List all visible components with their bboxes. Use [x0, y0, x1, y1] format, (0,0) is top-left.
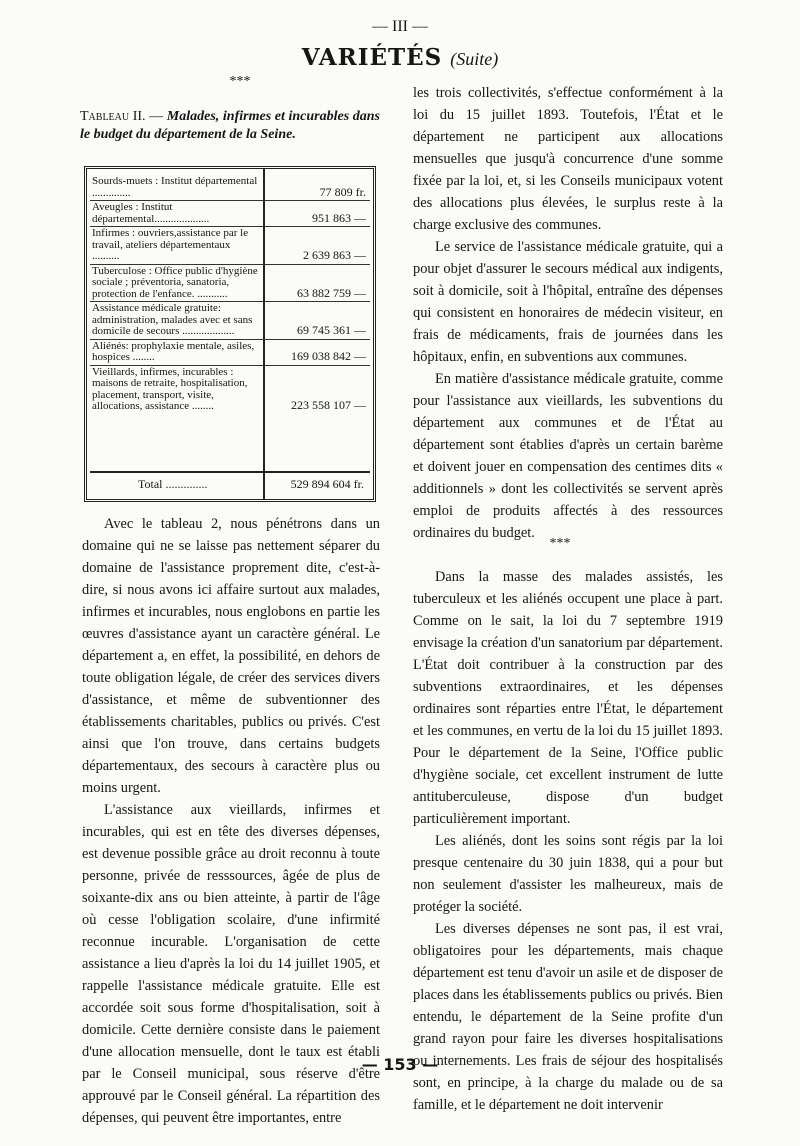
paragraph: Dans la masse des malades assistés, les tuberculeux et les aliénés occupent une place à part. Comme on le sait, la loi du 7 septembre 1919 envisage la création d'un sanatorium par département. L'État doit contribuer à la construction par des subventions extraordinaires, et les dépenses ordinaires sont réparties entre l'État, le département et les communes, en vertu de la loi du 15 juillet 1893. Pour le département de la Seine, l'Office public d'hygiène sociale, cet excellent instrument de lutte antituberculeuse, dispose d'un budget particulièrement important.: [413, 569, 723, 827]
table-row: [90, 201, 370, 227]
table-caption: [80, 108, 380, 143]
table-row-value: 77 809 fr.: [319, 184, 366, 199]
page-roman-number: — III —: [372, 18, 428, 35]
section-title: VARIÉTÉS: [301, 44, 443, 71]
right-column-bottom: [413, 566, 723, 1116]
paragraph: les trois collectivités, s'effectue conformément à la loi du 15 juillet 1893. Toutefois, l'État et le département ne participent aux allocations mensuelles que jusqu'à concurrence d'une somme fixée par la loi, et, si les Conseils municipaux votent des allocations plus élevées, le surplus reste à la charge exclusive des communes.: [413, 85, 723, 233]
budget-table: [84, 166, 376, 502]
table-caption-title: Malades, infirmes et incurables dans le budget du département de la Seine.: [80, 109, 381, 142]
table-row-value: 2 639 863 —: [303, 248, 366, 262]
table-row-label: Aliénés: prophylaxie mentale, asiles, hospices ........: [92, 339, 255, 363]
table-row-label: Vieillards, infirmes, incurables : maisons de retraite, hospitalisation, placement, transport, visite, allocations, assistance ........: [92, 365, 248, 412]
table-rows: [90, 175, 370, 414]
right-column-top: [413, 82, 723, 544]
table-row-label: Aveugles : Institut départemental....................: [92, 201, 210, 225]
table-row-value: 951 863 —: [312, 210, 366, 225]
table-row: [90, 366, 370, 414]
paragraph: En matière d'assistance médicale gratuite, comme pour l'assistance aux vieillards, les subventions du département aux communes et de l'État au département sont établies d'après un certain barème et doivent jouer en compensation des centimes dits « additionnels » dont les collectivités se servent après emploi de produits affectés à des ressources ordinaires du budget.: [413, 371, 723, 541]
section-subtitle: (Suite): [450, 49, 499, 69]
table-row-label: Sourds-muets : Institut départemental ..............: [92, 175, 258, 199]
paragraph: Les diverses dépenses ne sont pas, il est vrai, obligatoires pour les départements, mais chaque département est tenu d'avoir un asile et de disposer de places dans les établissements publics ou privés. Bien entendu, le département de la Seine profite d'un grand rayon pour faire les diverses hospitalisations ou internements. Les frais de séjour des hospitalisés sont, en principe, à la charge du malade ou de sa famille, et le département ne doit intervenir: [413, 921, 723, 1113]
table-total-value: 529 894 604 fr.: [290, 476, 364, 491]
paragraph: Les aliénés, dont les soins sont régis par la loi presque centenaire du 30 juin 1838, qui a pour but non seulement d'assister les malheureux, mais de protéger la société.: [413, 833, 723, 915]
page-number: — 153 —: [361, 1055, 439, 1074]
table-caption-label: Tableau II. —: [80, 109, 164, 124]
paragraph: L'assistance aux vieillards, infirmes et incurables, qui est en tête des diverses dépenses, est devenue possible grâce au droit reconnu à toute personne, privée de resssources, âgée de plus de soixante-dix ans ou bien atteinte, à partir de l'âge où cesse l'obligation scolaire, d'une infirmité reconnue incurable. L'organisation de cette assistance a lieu d'après la loi du 14 juillet 1905, et rappelle l'assistance médicale gratuite. Elle est accordée soit sous forme d'hospitalisation, soit à domicile. Cette dernière consiste dans le paiement d'une allocation mensuelle, dont le taux est établi par le Conseil municipal, sous réserve d'être approuvé par le Conseil général. La répartition des dépenses, qui peuvent être importantes, entre: [82, 802, 380, 1126]
table-total-row: [90, 471, 370, 495]
table-row-value: 169 038 842 —: [291, 349, 366, 363]
table-row-value: 63 882 759 —: [297, 285, 366, 300]
table-row-label: Tuberculose : Office public d'hygiène sociale ; préventoria, sanatoria, protection de l'enfance. ...........: [92, 264, 258, 300]
paragraph: Le service de l'assistance médicale gratuite, qui a pour objet d'assurer le secours médical aux indigents, soit à domicile, soit à l'hôpital, entraîne des dépenses qui consistent en honoraires de médecin visiteur, en frais de médicaments, frais de journées dans les hôpitaux, enfin, en subventions aux communes.: [413, 239, 723, 365]
page-title: [0, 44, 800, 71]
paragraph: Avec le tableau 2, nous pénétrons dans un domaine qui ne se laisse pas nettement séparer du domaine de l'assistance proprement dite, c'est-à-dire, si nous avons ici affaire surtout aux malades, infirmes et incurables, nous englobons en partie les œuvres d'assistance ayant un caractère général. Le département a, en effet, la possibilité, en dehors de toute obligation légale, de créer des services divers d'assistance, et même de subventionner des établissements charitables, publics ou privés. C'est ainsi que l'on trouve, dans certains budgets départementaux, des secours à caractère plus ou moins urgent.: [82, 516, 380, 796]
table-row-value: 69 745 361 —: [297, 323, 366, 337]
table-row: [90, 340, 370, 366]
table-row: [90, 175, 370, 201]
table-row: [90, 227, 370, 265]
section-asterism: ***: [229, 74, 251, 89]
table-total-label: Total ..............: [138, 476, 208, 491]
table-row-label: Infirmes : ouvriers,assistance par le travail, ateliers départementaux ..........: [92, 227, 249, 262]
table-row: [90, 265, 370, 303]
left-column: [82, 513, 380, 1129]
table-row-value: 223 558 107 —: [291, 398, 366, 412]
table-row-label: Assistance médicale gratuite: administration, malades avec et sans domicile de secours ...................: [92, 302, 253, 337]
table-row: [90, 302, 370, 340]
section-asterism-2: ***: [549, 536, 571, 551]
